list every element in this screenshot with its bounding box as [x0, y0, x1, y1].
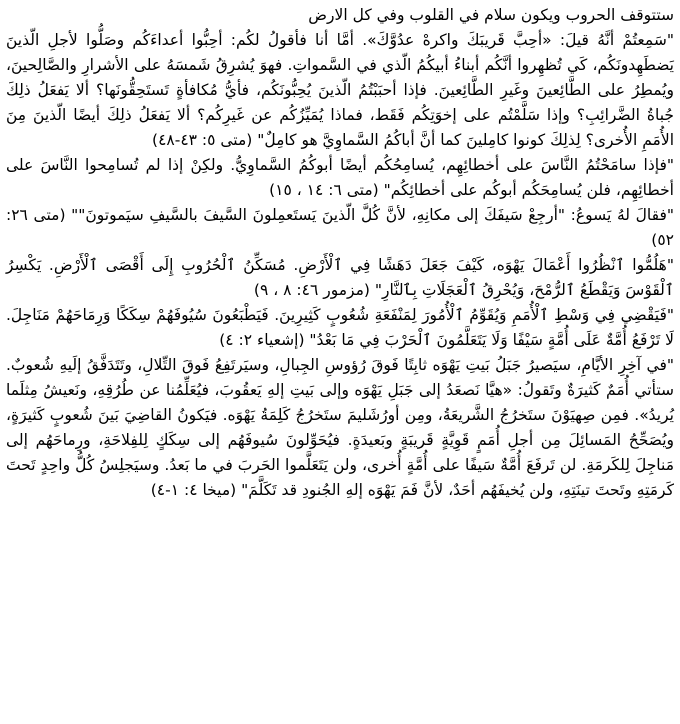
intro-paragraph: ستتوقف الحروب ويكون سلام في القلوب وفي كل الارض: [308, 6, 674, 24]
quote-micah-4: "في آخِرِ الأيَّامِ، سيَصيرُ جَبَلُ بَيتِ يَهْوَه ثابِتًا فَوقَ رُؤوسِ الجِبالِ، وسيَرتَفِعُ فَوقَ التِّلالِ، وتَتَدَفَّقُ إلَيهِ شُعوبٌ. ستأتي أُمَمٌ كَثيرَةٌ وتَقولُ: «هيَّا نَصعَدُ إلى جَبَلِ يَهْوَه وإلى بَيتِ إلهِ يَعقُوبَ، فيُعَلِّمُنا عن طُرُقِهِ، ونَعيشُ مِثلَما يُريدُ». فمِن صِهيَوْنَ ستَخرُجُ الشَّريعَةُ، ومِن أورُشَليمَ ستَخرُجُ كَلِمَةُ يَهْوَه. فيَكونُ القاضِيَ بَينَ شُعوبٍ كَثيرَةٍ، ويُصَحِّحُ المَسائِلَ مِن أجلِ أُمَمٍ قَوِيَّةٍ قَريبَةٍ وبَعيدَةٍ. فيُحَوِّلونَ سُيوفَهُم إلى سِكَكٍ لِلفِلاحَةِ، ورِماحَهُم إلى مَناجِلَ لِلكَرمَةِ. لن تَرفَعَ أُمَّةٌ سَيفًا على أُمَّةٍ أُخرى، ولن يَتَعَلَّموا الحَربَ في ما بَعدُ. وسيَجلِسُ كُلُّ واحِدٍ تَحتَ كَرمَتِهِ وتَحتَ تينَتِهِ، ولن يُخيفَهُم أحَدٌ، لأنَّ فَمَ يَهْوَه إلهِ الجُنودِ قد تَكَلَّمَ" (ميخا ٤: ١-٤): [6, 356, 674, 499]
quote-matthew-5: "سَمِعتُمْ أنَّهُ قيلَ: «أحِبَّ قَريبَكَ واكرهْ عدُوَّكَ». أمَّا أنا فأقولُ لكُم: أحِبُّوا أعداءَكُم وصَلُّوا لأجلِ الّذينَ يَضطَهِدونَكُم، كَي تُظهِروا أنَّكُم أبناءُ أبيكُمُ الّذي في السَّمواتِ. فهوَ يُشرِقُ شَمسَهُ على الأشرارِ والصَّالِحينَ، ويُمطِرُ على الطَّائِعينَ وغَيرِ الطَّائِعينَ. فإذا أحبَبْتُمُ الّذينَ يُحِبُّونَكُم، فأيُّ مُكافأةٍ تَستَحِقُّونَها؟ ألا يَفعَلُ ذلِكَ جُباةُ الضَّرائِبِ؟ وإذا سَلَّمْتُم على إخوَتِكُم فَقَط، فماذا يُمَيِّزُكُم عن غَيرِكُم؟ ألا يَفعَلُ ذلِكَ أيضًا الّذينَ مِنَ الأُمَمِ الأُخرى؟ لِذلِكَ كونوا كامِلينَ كما أنَّ أباكُمُ السَّماوِيَّ هو كامِلٌ" (متى ٥: ٤٣-٤٨): [6, 31, 674, 149]
quote-matthew-6: "فإذا سامَحْتُمُ النَّاسَ على أخطائِهِم، يُسامِحُكُم أيضًا أبوكُمُ السَّماوِيُّ. ولكِنْ إذا لم تُسامِحوا النَّاسَ على أخطائِهِم، فلن يُسامِحَكُم أبوكُم على أخطائِكُم" (متى ٦: ١٤ ، ١٥): [6, 156, 674, 199]
quote-psalm-46: "هَلُمُّوا ٱنْظُرُوا أَعْمَالَ يَهْوَه، كَيْفَ جَعَلَ دَهَشًا فِي ٱلْأَرْضِ. مُسَكِّنُ ٱلْحُرُوبِ إِلَى أَقْصَى ٱلْأَرْضِ. يَكْسِرُ ٱلْقَوْسَ وَيَقْطَعُ ٱلرُّمْحَ، وَيُحْرِقُ ٱلْعَجَلَاتِ بِٱلنَّارِ" (مزمور ٤٦: ٨ ، ٩): [6, 256, 674, 299]
quote-isaiah-2: "فَيَقْضِي فِي وَسْطِ ٱلْأُمَمِ وَيُقَوِّمُ ٱلْأُمُورَ لِمَنْفَعَةِ شُعُوبٍ كَثِيرِينَ. فَيَطْبَعُونَ سُيُوفَهُمْ سِكَكًا وَرِمَاحَهُمْ مَنَاجِلَ. لَا تَرْفَعُ أُمَّةٌ عَلَى أُمَّةٍ سَيْفًا وَلَا يَتَعَلَّمُونَ ٱلْحَرْبَ فِي مَا بَعْدُ" (إشعياء ٢: ٤): [6, 306, 674, 349]
quote-matthew-26: "فقالَ لهُ يَسوعُ: "أرجِعْ سَيفَكَ إلى مكانِهِ، لأنَّ كُلَّ الّذينَ يَستَعمِلونَ السَّيفَ بالسَّيفِ سيَموتونَ"" (متى ٢٦: ٥٢): [6, 206, 674, 249]
